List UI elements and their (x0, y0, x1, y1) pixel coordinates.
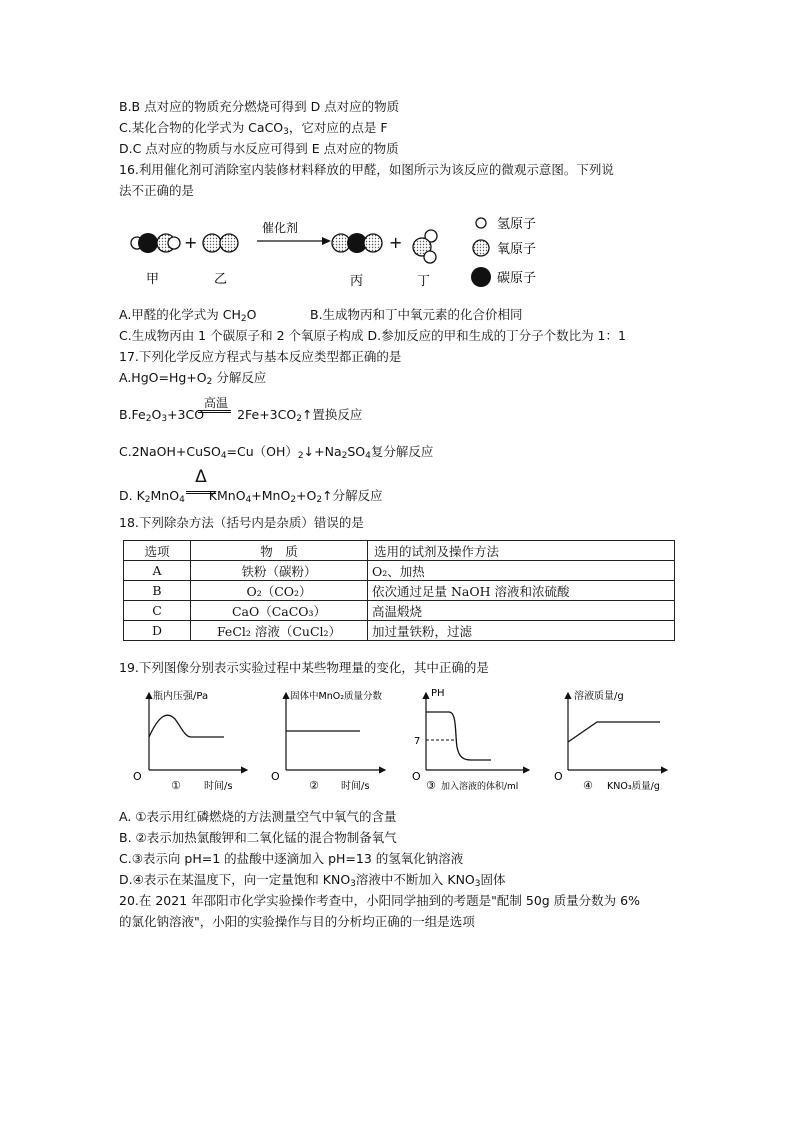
graph-3 (412, 688, 529, 792)
graph-4-number: ④ (583, 779, 593, 792)
graph-1-xlabel: 时间/s (204, 781, 233, 792)
cell-substance: CaO（CaCO₃） (191, 601, 368, 621)
graph-4-ylabel: 溶液质量/g (574, 691, 624, 702)
cell-substance: O₂（CO₂） (191, 581, 368, 601)
graph-2-number: ② (309, 779, 319, 792)
graph-1-origin: O (133, 770, 142, 783)
q16-option-b: B.生成物丙和丁中氧元素的化合价相同 (310, 307, 523, 322)
q16-molecule-diagram (119, 210, 559, 298)
graph-2 (271, 690, 385, 792)
cell-option: C (124, 601, 191, 621)
cell-method: O₂、加热 (368, 561, 675, 581)
th-option: 选项 (124, 541, 191, 561)
q15-option-b: B.B 点对应的物质充分燃烧可得到 D 点对应的物质 (119, 99, 400, 114)
graph-3-tick-7: 7 (414, 736, 421, 747)
legend-carbon: 碳原子 (497, 271, 537, 286)
cell-option: A (124, 561, 191, 581)
q19-option-c: C.③表示向 pH=1 的盐酸中逐滴加入 pH=13 的氢氧化钠溶液 (119, 851, 464, 866)
table-row (124, 601, 675, 621)
q15-option-d: D.C 点对应的物质与水反应可得到 E 点对应的物质 (119, 141, 399, 156)
plus-sign-2: + (389, 233, 403, 252)
label-bing: 丙 (350, 274, 364, 289)
graph-3-origin: O (412, 770, 421, 783)
q19-graphs (119, 685, 679, 800)
molecule-yi (203, 234, 238, 252)
table-row (124, 561, 675, 581)
graph-4-xlabel: KNO₃质量/g (607, 781, 660, 792)
th-substance: 物 质 (191, 541, 368, 561)
graph-3-ylabel: PH (431, 688, 445, 699)
q17-option-d: D. $K_2MnO_4$ $KMnO_4+MnO_2+O_2↑$分解反应 (119, 488, 383, 505)
cell-method: 依次通过足量 NaOH 溶液和浓硫酸 (368, 581, 675, 601)
graph-4-origin: O (554, 770, 563, 783)
q16-option-a: A.甲醛的化学式为 $CH_2O$ (119, 307, 257, 324)
q20-stem-line2: 的氯化钠溶液"，小阳的实验操作与目的分析均正确的一组是选项 (119, 914, 475, 929)
q18-stem: 18.下列除杂方法（括号内是杂质）错误的是 (119, 515, 364, 530)
legend-oxygen: 氧原子 (497, 242, 537, 257)
cell-option: B (124, 581, 191, 601)
graph-3-number: ③ (426, 779, 436, 792)
graph-4-curve (568, 722, 660, 742)
q16-option-c-d: C.生成物丙由 1 个碳原子和 2 个氧原子构成 D.参加反应的甲和生成的丁分子个数比为 1：1 (119, 328, 626, 343)
molecule-ding (413, 230, 437, 263)
label-ding: 丁 (417, 274, 431, 289)
q17-stem: 17.下列化学反应方程式与基本反应类型都正确的是 (119, 349, 402, 364)
q16-stem-line2: 法不正确的是 (119, 183, 195, 198)
q17-option-c: $C.2NaOH+CuSO_4=Cu(OH)_2↓+Na_2SO_4$复分解反应 (119, 444, 434, 461)
catalyst-label: 催化剂 (262, 221, 299, 235)
table-header-row (124, 541, 675, 561)
graph-2-origin: O (271, 770, 280, 783)
q17-d-condition: Δ (195, 467, 207, 487)
plus-sign-1: + (184, 233, 198, 252)
legend-hydrogen: 氢原子 (497, 217, 537, 232)
q17-option-b: $B.Fe_2O_3+3CO$ $2Fe+3CO_2↑$置换反应 (119, 407, 363, 424)
q19-stem: 19.下列图像分别表示实验过程中某些物理量的变化，其中正确的是 (119, 660, 489, 675)
q15-option-c: C.某化合物的化学式为 CaCO$_3$，它对应的点是 F (119, 120, 388, 137)
cell-substance: FeCl₂ 溶液（CuCl₂） (191, 621, 368, 641)
graph-1-ylabel: 瓶内压强/Pa (153, 691, 209, 702)
cell-option: D (124, 621, 191, 641)
table-row (124, 621, 675, 641)
table-row (124, 581, 675, 601)
q18-table (123, 540, 675, 641)
q19-option-b: B. ②表示加热氯酸钾和二氧化锰的混合物制备氧气 (119, 830, 397, 845)
q19-option-d: D.④表示在某温度下，向一定量饱和 $KNO_3$溶液中不断加入 $KNO_3$固体 (119, 872, 506, 889)
graph-3-xlabel: 加入溶液的体积/ml (441, 782, 519, 792)
q17-b-condition: 高温 (203, 396, 228, 410)
th-method: 选用的试剂及操作方法 (368, 541, 675, 561)
graph-1 (133, 689, 247, 792)
label-jia: 甲 (146, 272, 160, 287)
molecule-bing (332, 233, 382, 253)
graph-1-curve (149, 715, 224, 737)
molecule-jia (131, 233, 180, 253)
cell-method: 高温煅烧 (368, 601, 675, 621)
graph-4 (554, 689, 667, 792)
label-yi: 乙 (214, 272, 228, 287)
graph-2-xlabel: 时间/s (341, 781, 370, 792)
cell-method: 加过量铁粉，过滤 (368, 621, 675, 641)
q19-option-a: A. ①表示用红磷燃烧的方法测量空气中氧气的含量 (119, 809, 397, 824)
q20-stem-line1: 20.在 2021 年邵阳市化学实验操作考查中，小阳同学抽到的考题是"配制 50g 质量分数为 6% (119, 893, 640, 908)
q16-stem-line1: 16.利用催化剂可消除室内装修材料释放的甲醛，如图所示为该反应的微观示意图。下列说 (119, 162, 614, 177)
graph-3-curve (426, 712, 491, 760)
q17-option-a: $A.HgO=Hg+O_2$ 分解反应 (119, 370, 267, 387)
cell-substance: 铁粉（碳粉） (191, 561, 368, 581)
graph-2-ylabel: 固体中MnO₂质量分数 (290, 691, 383, 702)
graph-1-number: ① (171, 779, 181, 792)
